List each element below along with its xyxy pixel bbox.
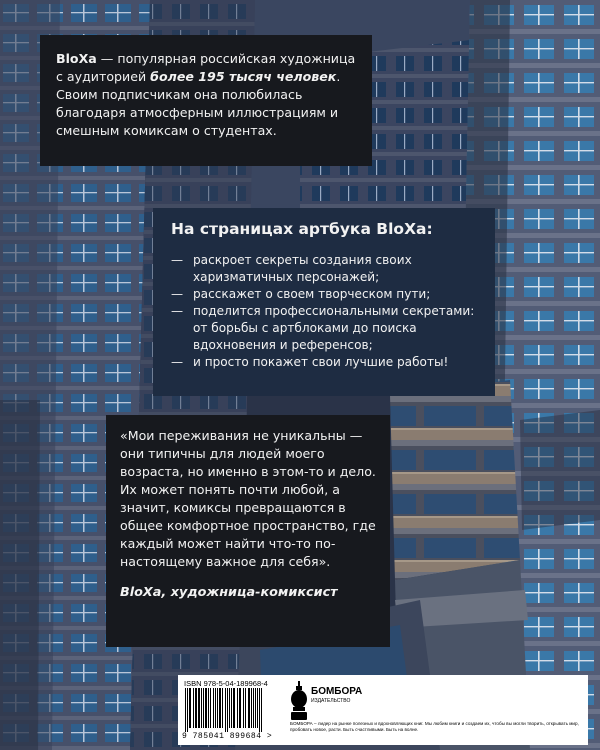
author-intro-part2: . Своим подписчикам она полюбилась благодаря атмосферным иллюстрациям и смешным комиксам о студентах. [56, 69, 341, 138]
author-intro-text [56, 50, 356, 140]
barcode-label [178, 675, 588, 745]
feature-item: — раскроет секреты создания своих харизматичных персонажей; [171, 253, 412, 284]
author-intro-part1: — популярная российская художница с аудиторией [56, 51, 356, 84]
feature-item: — расскажет о своем творческом пути; [171, 287, 431, 301]
features-list [171, 252, 479, 371]
isbn-number: ISBN 978-5-04-189968-4 [184, 679, 268, 688]
author-intro-panel [40, 35, 372, 166]
barcode-icon [184, 688, 280, 732]
feature-item: — поделится профессиональными секретами: от борьбы с артблоками до поиска вдохновения и референсов; [171, 304, 475, 352]
feature-item: — и просто покажет свои лучшие работы! [171, 355, 449, 369]
features-heading: На страницах артбука BloXa: [171, 220, 433, 238]
publisher-blurb: БОМБОРА – лидер на рынке полезных и вдохновляющих книг. Мы любим книги и создаем их, чтобы вы могли творить, открывать мир, пробовать новое, расти. Быть счастливыми. Быть на волне. [290, 721, 579, 732]
bomb-logo-icon [290, 681, 308, 721]
quote-text: «Мои переживания не уникальны — они типичны для людей моего возраста, но именно в этом-то и дело. Их может понять почти любой, а значит, комиксы превращаются в общее комфортное пространство, где каждый может найти что-то по-настоящему важное для себя». [120, 428, 376, 569]
author-quote-panel [106, 415, 390, 647]
publisher-subtitle: ИЗДАТЕЛЬСТВО [311, 698, 351, 704]
barcode-digits: 9 785041 899684 > [182, 732, 273, 741]
author-name: BloXa [56, 51, 97, 66]
publisher-name: БОМБОРА [311, 686, 363, 697]
quote-signature: BloXa, художница-комиксист [120, 585, 338, 600]
audience-size: более 195 тысяч человек [150, 69, 337, 84]
book-features-panel [153, 208, 495, 396]
